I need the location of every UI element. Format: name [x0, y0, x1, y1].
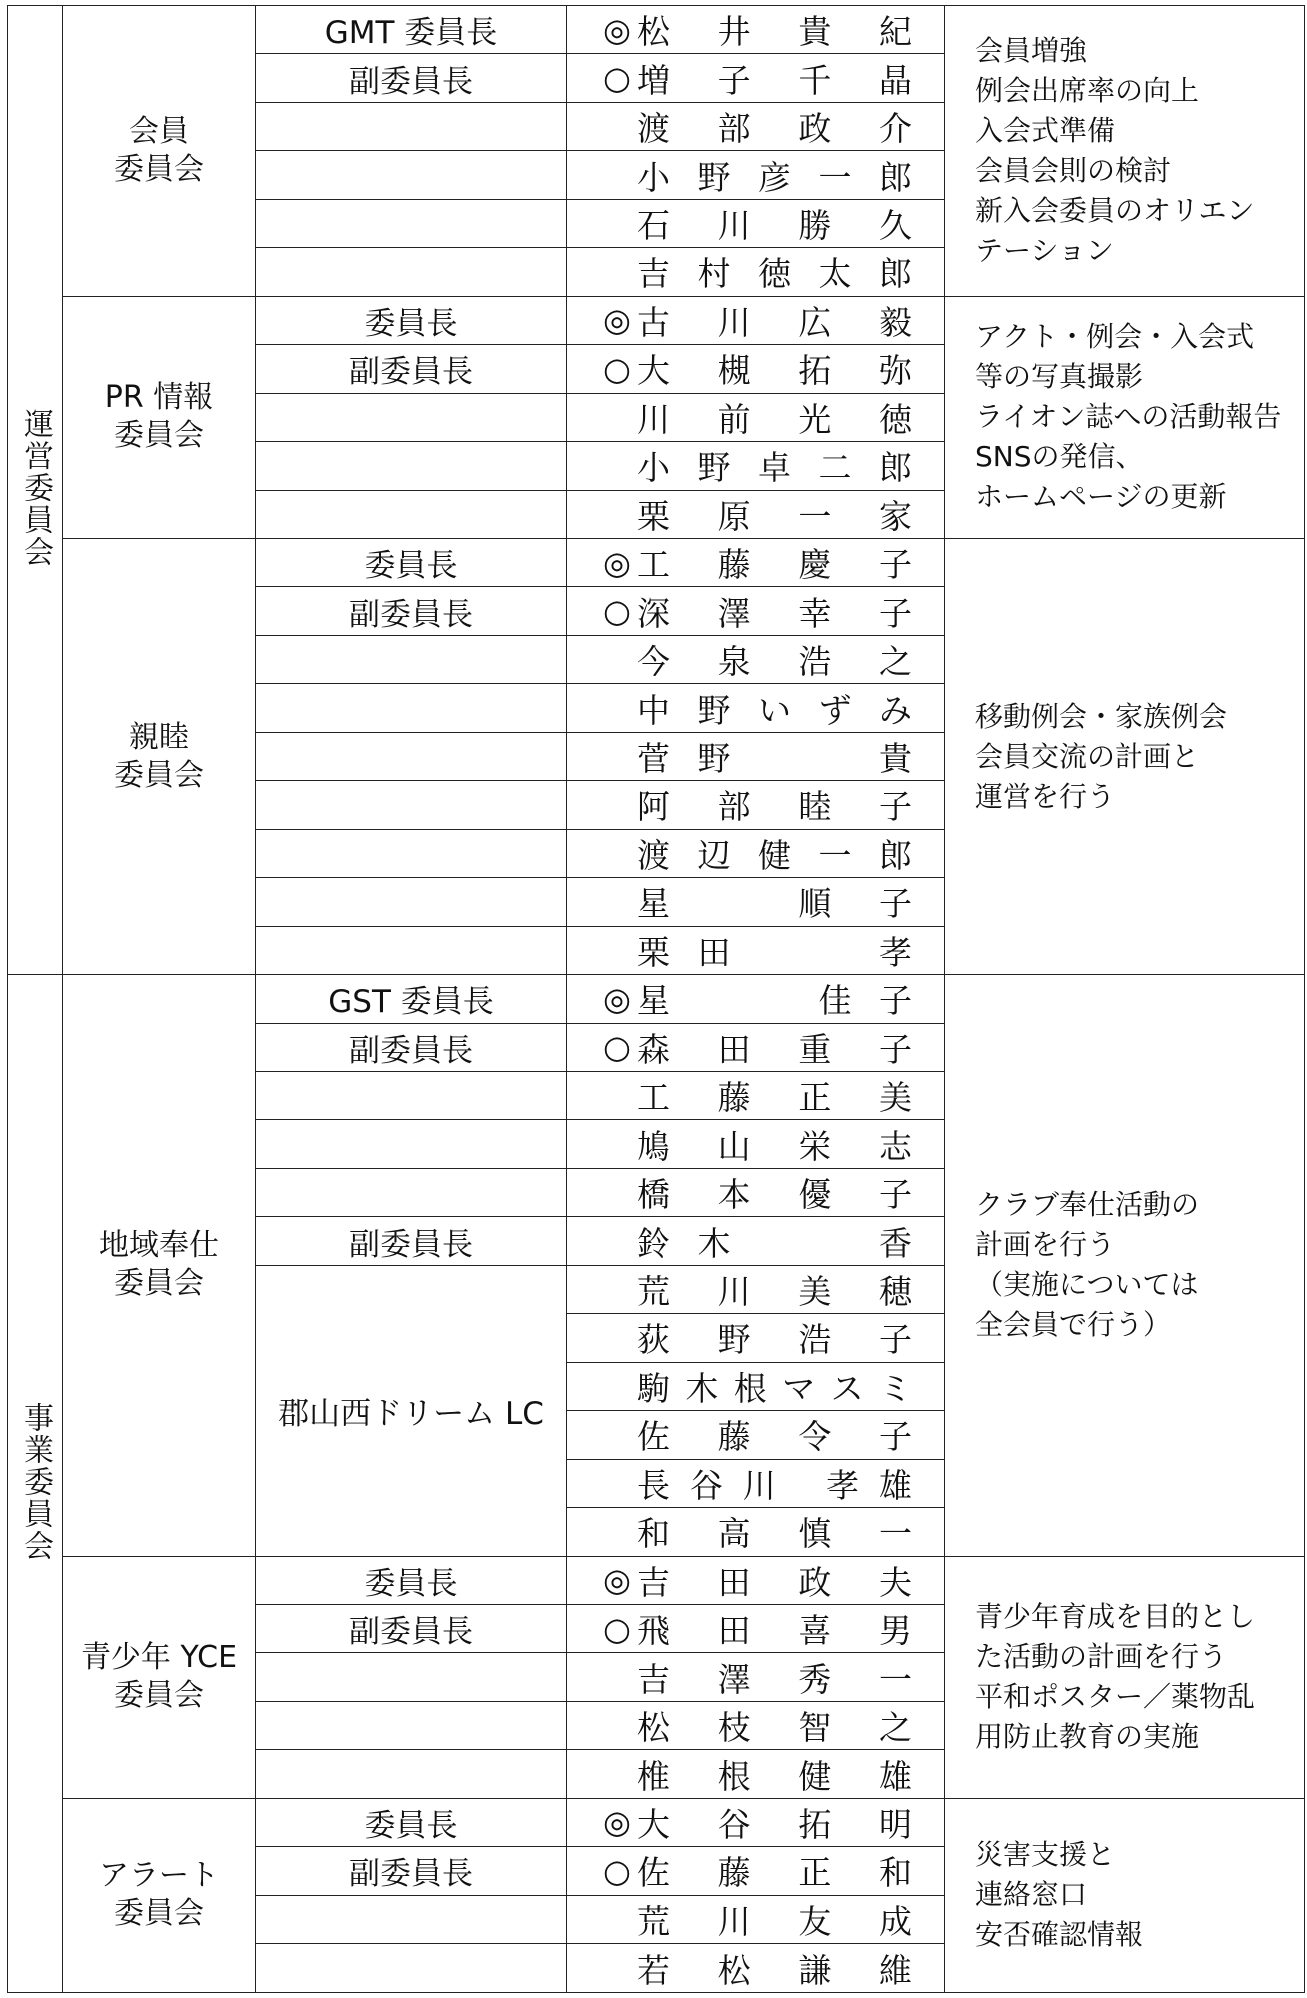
member-name — [567, 1508, 944, 1555]
group-label: 事業委員会 — [18, 1401, 53, 1562]
position-mark: ◎ — [603, 10, 631, 49]
member-name-cell — [567, 248, 945, 296]
role-cell: 委員長 — [256, 1798, 567, 1846]
member-name-cell — [567, 1847, 945, 1895]
member-name — [567, 1847, 944, 1894]
member-name-text: 川 前 光 徳 — [637, 399, 912, 439]
member-name — [567, 1799, 944, 1846]
member-name-cell — [567, 781, 945, 829]
member-name — [567, 878, 944, 925]
member-name — [567, 491, 944, 538]
duty-line: ライオン誌への活動報告 — [975, 400, 1282, 434]
position-mark: ◎ — [603, 1803, 631, 1842]
duty-line: アクト・例会・入会式 — [975, 320, 1255, 354]
role-cell: 郡山西ドリーム LC — [256, 1265, 567, 1556]
member-name-cell — [567, 1217, 945, 1265]
member-name — [567, 200, 944, 247]
duty-line: 用防止教育の実施 — [975, 1720, 1200, 1754]
member-name-text: 菅 野 貴 — [637, 739, 912, 779]
committee-roster-table — [7, 5, 1305, 1993]
member-name — [567, 54, 944, 101]
member-name-text: 増 子 千 晶 — [637, 60, 912, 100]
member-name-text: 若 松 謙 維 — [637, 1950, 912, 1990]
member-name — [567, 442, 944, 489]
duty-line: 青少年育成を目的とし — [975, 1600, 1256, 1634]
table-row — [8, 1798, 1305, 1846]
duty-line: 災害支援と — [975, 1838, 1116, 1872]
position-mark: ◎ — [603, 1561, 631, 1600]
member-name-cell — [567, 1701, 945, 1749]
duty-line: 移動例会・家族例会 — [975, 699, 1228, 733]
member-name-cell — [567, 1556, 945, 1604]
member-name — [567, 830, 944, 877]
member-name — [567, 927, 944, 974]
member-name — [567, 975, 944, 1022]
group-label-cell — [8, 6, 63, 975]
member-name-text: 栗 田 孝 — [637, 932, 912, 972]
role-cell: 副委員長 — [256, 345, 567, 393]
position-mark: ○ — [603, 59, 631, 98]
duty-line: 入会式準備 — [975, 113, 1116, 147]
member-name-text: 栗 原 一 家 — [637, 496, 912, 536]
member-name-cell — [567, 1314, 945, 1362]
role-cell — [256, 1895, 567, 1943]
duty-line: 連絡窓口 — [975, 1878, 1088, 1912]
role-cell — [256, 1750, 567, 1798]
committee-name-line: 委員会 — [114, 1896, 204, 1932]
committee-name-line: PR 情報 — [104, 380, 214, 416]
committee-name-line: 親睦 — [129, 719, 189, 755]
member-name-cell — [567, 151, 945, 199]
member-name-text: 佐 藤 令 子 — [637, 1417, 912, 1457]
member-name-text: 工 藤 正 美 — [637, 1078, 912, 1118]
table-row — [8, 538, 1305, 586]
member-name-cell — [567, 199, 945, 247]
member-name-text: 工 藤 慶 子 — [637, 545, 912, 585]
member-name-cell — [567, 1265, 945, 1313]
committee-duties-cell — [945, 1556, 1305, 1798]
table-row — [8, 1556, 1305, 1604]
group-label-cell — [8, 975, 63, 1993]
duty-line: テーション — [975, 233, 1114, 267]
committee-duties-cell — [945, 6, 1305, 297]
member-name — [567, 345, 944, 392]
member-name-text: 荒 川 美 穂 — [637, 1272, 912, 1311]
table-row — [8, 296, 1305, 344]
committee-duties-cell — [945, 538, 1305, 974]
member-name-text: 吉 村 徳 太 郎 — [637, 254, 912, 294]
committee-name-line: 委員会 — [114, 151, 204, 187]
member-name-cell — [567, 1653, 945, 1701]
position-mark: ◎ — [603, 301, 631, 340]
duty-line: SNSの発信、 — [975, 440, 1144, 474]
member-name-cell — [567, 635, 945, 683]
duty-line: 会員増強 — [975, 33, 1088, 67]
duty-line: 会員交流の計画と — [975, 739, 1200, 773]
member-name-cell — [567, 1944, 945, 1993]
member-name-cell — [567, 296, 945, 344]
role-cell: 委員長 — [256, 538, 567, 586]
role-cell — [256, 393, 567, 441]
member-name — [567, 733, 944, 780]
committee-name-cell — [63, 975, 256, 1556]
role-cell — [256, 1944, 567, 1993]
member-name-cell — [567, 1508, 945, 1556]
member-name — [567, 1750, 944, 1797]
member-name — [567, 1411, 944, 1458]
position-mark: ◎ — [603, 543, 631, 582]
committee-name-line: 青少年 YCE — [80, 1640, 238, 1676]
member-name-cell — [567, 1895, 945, 1943]
member-name-text: 大 槻 拓 弥 — [637, 351, 912, 391]
member-name — [567, 636, 944, 683]
member-name-text: 深 澤 幸 子 — [637, 593, 912, 633]
member-name-cell — [567, 684, 945, 732]
role-cell — [256, 1071, 567, 1119]
member-name-text: 石 川 勝 久 — [637, 206, 912, 246]
table-row — [8, 975, 1305, 1023]
member-name-text: 渡 辺 健 一 郎 — [637, 835, 912, 875]
member-name — [567, 151, 944, 198]
committee-name-line: 委員会 — [114, 757, 204, 793]
member-name-cell — [567, 345, 945, 393]
member-name-text: 鳩 山 栄 志 — [637, 1126, 912, 1166]
member-name-text: 小 野 卓 二 郎 — [637, 448, 912, 488]
role-cell — [256, 442, 567, 490]
position-mark: ◎ — [603, 979, 631, 1018]
committee-name-line: 会員 — [129, 113, 189, 149]
member-name — [567, 6, 944, 53]
member-name — [567, 1120, 944, 1167]
member-name-text: 飛 田 喜 男 — [637, 1611, 912, 1651]
role-cell — [256, 926, 567, 974]
committee-name-cell — [63, 6, 256, 297]
member-name-text: 星 佳 子 — [637, 981, 912, 1021]
role-cell — [256, 732, 567, 780]
member-name-cell — [567, 442, 945, 490]
role-cell: 委員長 — [256, 1556, 567, 1604]
member-name — [567, 781, 944, 828]
role-cell: 委員長 — [256, 296, 567, 344]
position-mark: ○ — [603, 1851, 631, 1890]
group-label: 運営委員会 — [18, 408, 53, 569]
member-name-cell — [567, 878, 945, 926]
role-cell — [256, 878, 567, 926]
member-name-text: 佐 藤 正 和 — [637, 1853, 912, 1893]
committee-name-cell — [63, 1556, 256, 1798]
member-name-text: 今 泉 浩 之 — [637, 642, 912, 682]
member-name-text: 星 順 子 — [637, 884, 912, 924]
position-mark: ○ — [603, 1028, 631, 1067]
member-name-cell — [567, 102, 945, 150]
member-name-cell — [567, 1798, 945, 1846]
member-name — [567, 1072, 944, 1119]
role-cell — [256, 1653, 567, 1701]
member-name — [567, 1024, 944, 1071]
duty-line: （実施については — [975, 1268, 1199, 1302]
role-cell: 副委員長 — [256, 54, 567, 102]
role-cell: 副委員長 — [256, 1847, 567, 1895]
committee-name-line: アラート — [99, 1858, 219, 1894]
role-cell — [256, 684, 567, 732]
member-name-text: 阿 部 睦 子 — [637, 787, 912, 827]
role-cell — [256, 635, 567, 683]
role-cell — [256, 199, 567, 247]
committee-name-line: 委員会 — [114, 418, 204, 454]
member-name — [567, 684, 944, 731]
member-name-cell — [567, 1604, 945, 1652]
role-cell — [256, 151, 567, 199]
member-name-cell — [567, 1023, 945, 1071]
member-name — [567, 1460, 944, 1507]
member-name-text: 松 枝 智 之 — [637, 1708, 912, 1748]
member-name-text: 荒 川 友 成 — [637, 1901, 912, 1941]
member-name — [567, 1557, 944, 1604]
position-mark: ○ — [603, 349, 631, 388]
position-mark: ○ — [603, 592, 631, 631]
member-name-text: 鈴 木 香 — [637, 1223, 912, 1263]
role-cell: 副委員長 — [256, 1217, 567, 1265]
member-name-cell — [567, 1168, 945, 1216]
committee-name-cell — [63, 538, 256, 974]
member-name-cell — [567, 1411, 945, 1459]
member-name — [567, 1896, 944, 1943]
member-name — [567, 1944, 944, 1992]
role-cell — [256, 829, 567, 877]
member-name-text: 小 野 彦 一 郎 — [637, 157, 912, 197]
member-name-cell — [567, 393, 945, 441]
duty-line: 会員会則の検討 — [975, 153, 1172, 187]
member-name-text: 長 谷 川 孝 雄 — [637, 1465, 912, 1505]
duty-line: 新入会委員のオリエン — [975, 193, 1255, 227]
member-name-cell — [567, 587, 945, 635]
member-name-cell — [567, 975, 945, 1023]
role-cell — [256, 1701, 567, 1749]
committee-name-line: 委員会 — [114, 1678, 204, 1714]
member-name-text: 駒 木 根 マ ス ミ — [637, 1368, 912, 1408]
role-cell — [256, 1120, 567, 1168]
duty-line: た活動の計画を行う — [975, 1640, 1228, 1674]
duty-line: 等の写真撮影 — [975, 360, 1144, 394]
member-name-text: 和 高 慎 一 — [637, 1514, 912, 1554]
committee-duties-cell — [945, 296, 1305, 538]
member-name-cell — [567, 926, 945, 974]
role-cell — [256, 102, 567, 150]
member-name — [567, 539, 944, 586]
role-cell: GMT 委員長 — [256, 6, 567, 54]
member-name — [567, 248, 944, 295]
role-cell — [256, 1168, 567, 1216]
role-cell — [256, 248, 567, 296]
member-name-cell — [567, 829, 945, 877]
duty-line: 計画を行う — [975, 1228, 1116, 1262]
role-cell: 副委員長 — [256, 587, 567, 635]
member-name — [567, 297, 944, 344]
member-name — [567, 1266, 944, 1313]
member-name-text: 渡 部 政 介 — [637, 109, 912, 149]
member-name-cell — [567, 1362, 945, 1410]
member-name-cell — [567, 1750, 945, 1798]
role-cell: 副委員長 — [256, 1604, 567, 1652]
member-name-cell — [567, 732, 945, 780]
duty-line: ホームページの更新 — [975, 480, 1227, 514]
member-name — [567, 103, 944, 150]
duty-line: 例会出席率の向上 — [975, 73, 1200, 107]
duty-line: 平和ポスター／薬物乱 — [975, 1680, 1256, 1714]
member-name — [567, 1605, 944, 1652]
role-cell: GST 委員長 — [256, 975, 567, 1023]
member-name-text: 森 田 重 子 — [637, 1029, 912, 1069]
role-cell — [256, 490, 567, 538]
member-name-cell — [567, 1459, 945, 1507]
member-name-cell — [567, 490, 945, 538]
duty-line: 安否確認情報 — [975, 1918, 1144, 1952]
member-name — [567, 1653, 944, 1700]
committee-name-cell — [63, 1798, 256, 1992]
member-name-cell — [567, 1120, 945, 1168]
member-name-text: 古 川 広 毅 — [637, 302, 912, 342]
committee-duties-cell — [945, 975, 1305, 1556]
position-mark: ○ — [603, 1609, 631, 1648]
member-name — [567, 1169, 944, 1216]
member-name-text: 椎 根 健 雄 — [637, 1756, 912, 1796]
member-name-text: 吉 澤 秀 一 — [637, 1659, 912, 1699]
member-name-text: 中 野 い ず み — [637, 690, 912, 730]
committee-name-line: 委員会 — [114, 1266, 204, 1302]
member-name — [567, 1702, 944, 1749]
member-name — [567, 394, 944, 441]
member-name-cell — [567, 1071, 945, 1119]
member-name-cell — [567, 538, 945, 586]
member-name — [567, 1314, 944, 1361]
member-name-text: 松 井 貴 紀 — [637, 12, 912, 52]
duty-line: クラブ奉仕活動の — [975, 1188, 1200, 1222]
member-name-text: 荻 野 浩 子 — [637, 1320, 912, 1360]
table-row — [8, 6, 1305, 54]
committee-duties-cell — [945, 1798, 1305, 1992]
member-name — [567, 1217, 944, 1264]
member-name-text: 橋 本 優 子 — [637, 1175, 912, 1215]
role-cell: 副委員長 — [256, 1023, 567, 1071]
member-name-text: 吉 田 政 夫 — [637, 1562, 912, 1602]
member-name — [567, 587, 944, 634]
member-name-text: 大 谷 拓 明 — [637, 1804, 912, 1844]
committee-name-line: 地域奉仕 — [99, 1228, 219, 1264]
duty-line: 全会員で行う） — [975, 1308, 1172, 1342]
member-name-cell — [567, 54, 945, 102]
role-cell — [256, 781, 567, 829]
duty-line: 運営を行う — [975, 779, 1116, 813]
committee-name-cell — [63, 296, 256, 538]
member-name — [567, 1363, 944, 1410]
member-name-cell — [567, 6, 945, 54]
